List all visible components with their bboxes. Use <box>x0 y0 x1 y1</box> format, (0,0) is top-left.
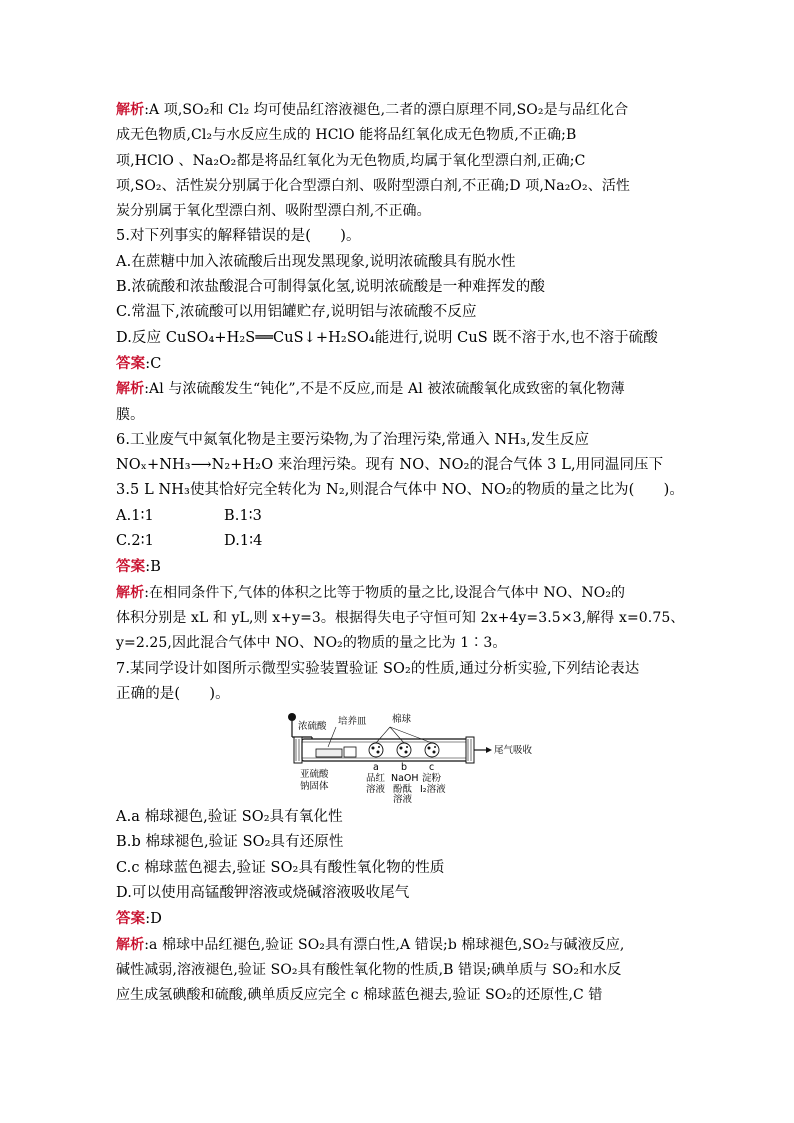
q4-explanation-line-3: 项,HClO 、Na₂O₂都是将品红氧化为无色物质,均属于氧化型漂白剂,正确;C <box>116 152 586 169</box>
petri-dish <box>316 749 342 757</box>
label-b: b <box>401 762 408 774</box>
label-salt-1: 亚硫酸 <box>300 769 329 781</box>
label-c-line-2: I₂溶液 <box>420 784 446 796</box>
q6-explanation-line-2: 体积分别是 xL 和 yL,则 x+y=3。根据得失电子守恒可知 2x+4y=3.5×3,解得 x=0.75、 <box>116 609 685 626</box>
q7-stem-line-2: 正确的是( )。 <box>116 685 230 702</box>
q4-explanation-line-2: 成无色物质,Cl₂与水反应生成的 HClO 能将品红氧化成无色物质,不正确;B <box>116 127 577 144</box>
label-b-line-2: 酚酞 <box>393 784 413 796</box>
label-b-line-3: 溶液 <box>393 794 413 806</box>
q6-options-row-1 <box>116 504 688 529</box>
q6-option-d: D.1∶4 <box>224 533 263 550</box>
label-b-line-1: NaOH <box>391 773 419 785</box>
explanation-label: 解析 <box>116 102 145 118</box>
q7-option-d: D.可以使用高锰酸钾溶液或烧碱溶液吸收尾气 <box>116 885 410 902</box>
page-content <box>116 98 688 1009</box>
label-a-line-2: 溶液 <box>366 784 386 796</box>
answer-label: 答案 <box>116 558 146 576</box>
q6-explanation-line-1: 解析:在相同条件下,气体的体积之比等于物质的量之比,设混合气体中 NO、NO₂的 <box>116 584 626 601</box>
explanation-label: 解析 <box>116 381 145 398</box>
q5-option-c: C.常温下,浓硫酸可以用铝罐贮存,说明铝与浓硫酸不反应 <box>116 304 477 321</box>
q4-explanation-line-5: 炭分别属于氧化型漂白剂、吸附型漂白剂,不正确。 <box>116 203 431 220</box>
q6-options-row-2 <box>116 529 688 554</box>
label-cotton: 棉球 <box>392 714 412 726</box>
q6-explanation-line-3: y=2.25,因此混合气体中 NO、NO₂的物质的量之比为 1∶3。 <box>116 635 507 652</box>
dropper-bulb <box>288 713 296 721</box>
cotton-ball-a <box>369 743 383 757</box>
q6-stem-line-2: NOₓ+NH₃⟶N₂+H₂O 来治理污染。现有 NO、NO₂的混合气体 3 L,用同温同压下 <box>116 457 664 474</box>
experiment-apparatus-figure <box>116 711 688 806</box>
q7-explanation-line-1: 解析:a 棉球中品红褪色,验证 SO₂具有漂白性,A 错误;b 棉球褪色,SO₂与碱液反应, <box>116 936 625 953</box>
answer-label: 答案 <box>116 354 146 372</box>
answer-label: 答案 <box>116 910 146 928</box>
label-a: a <box>373 762 379 774</box>
q7-explanation-line-2: 碱性减弱,溶液褪色,验证 SO₂具有酸性氧化物的性质,B 错误;碘单质与 SO₂和水反 <box>116 961 622 978</box>
q7-explanation-line-3: 应生成氢碘酸和硫酸,碘单质反应完全 c 棉球蓝色褪去,验证 SO₂的还原性,C 错 <box>116 987 603 1004</box>
q5-explanation-line-1: 解析:Al 与浓硫酸发生“钝化”,不是不反应,而是 Al 被浓硫酸氧化成致密的氧化物薄 <box>116 381 625 398</box>
label-c: c <box>429 762 435 774</box>
cotton-ball-c <box>425 743 439 757</box>
apparatus-diagram <box>286 711 533 806</box>
q6-stem-line-1: 6.工业废气中氮氧化物是主要污染物,为了治理污染,常通入 NH₃,发生反应 <box>116 431 590 448</box>
q7-option-b: B.b 棉球褪色,验证 SO₂具有还原性 <box>116 834 344 851</box>
q7-answer: 答案:D <box>116 910 162 928</box>
q5-option-d: D.反应 CuSO₄+H₂S══CuS↓+H₂SO₄能进行,说明 CuS 既不溶于水,也不溶于硫酸 <box>116 329 658 346</box>
q5-answer: 答案:C <box>116 354 162 372</box>
explanation-label: 解析 <box>116 584 145 601</box>
q5-stem: 5.对下列事实的解释错误的是( )。 <box>116 228 361 245</box>
outlet-arrow-icon <box>486 747 492 753</box>
label-conc-acid: 浓硫酸 <box>298 721 327 733</box>
q6-answer: 答案:B <box>116 558 161 576</box>
q6-stem-line-3: 3.5 L NH₃使其恰好完全转化为 N₂,则混合气体中 NO、NO₂的物质的量之比为( )。 <box>116 482 684 499</box>
q5-option-a: A.在蔗糖中加入浓硫酸后出现发黑现象,说明浓硫酸具有脱水性 <box>116 253 516 270</box>
q7-stem-line-1: 7.某同学设计如图所示微型实验装置验证 SO₂的性质,通过分析实验,下列结论表达 <box>116 660 640 677</box>
q4-explanation-line-1: 解析:A 项,SO₂和 Cl₂ 均可使品红溶液褪色,二者的漂白原理不同,SO₂是与品红化合 <box>116 102 629 118</box>
q7-option-c: C.c 棉球蓝色褪去,验证 SO₂具有酸性氧化物的性质 <box>116 859 445 876</box>
label-dish: 培养皿 <box>338 716 367 728</box>
label-salt-2: 钠固体 <box>300 781 329 793</box>
label-a-line-1: 品红 <box>366 773 386 785</box>
q5-option-b: B.浓硫酸和浓盐酸混合可制得氯化氢,说明浓硫酸是一种难挥发的酸 <box>116 279 545 296</box>
q6-option-c: C.2∶1 <box>116 533 154 550</box>
q6-option-a: A.1∶1 <box>116 507 154 524</box>
cotton-ball-b <box>397 743 411 757</box>
q4-explanation-line-4: 项,SO₂、活性炭分别属于化合型漂白剂、吸附型漂白剂,不正确;D 项,Na₂O₂、活性 <box>116 177 631 194</box>
q6-option-b: B.1∶3 <box>224 507 262 524</box>
q5-explanation-line-2: 膜。 <box>116 406 145 423</box>
label-tail-gas: 尾气吸收 <box>494 745 533 757</box>
label-c-line-1: 淀粉 <box>422 773 442 785</box>
q7-option-a: A.a 棉球褪色,验证 SO₂具有氧化性 <box>116 809 343 826</box>
explanation-label: 解析 <box>116 936 145 953</box>
